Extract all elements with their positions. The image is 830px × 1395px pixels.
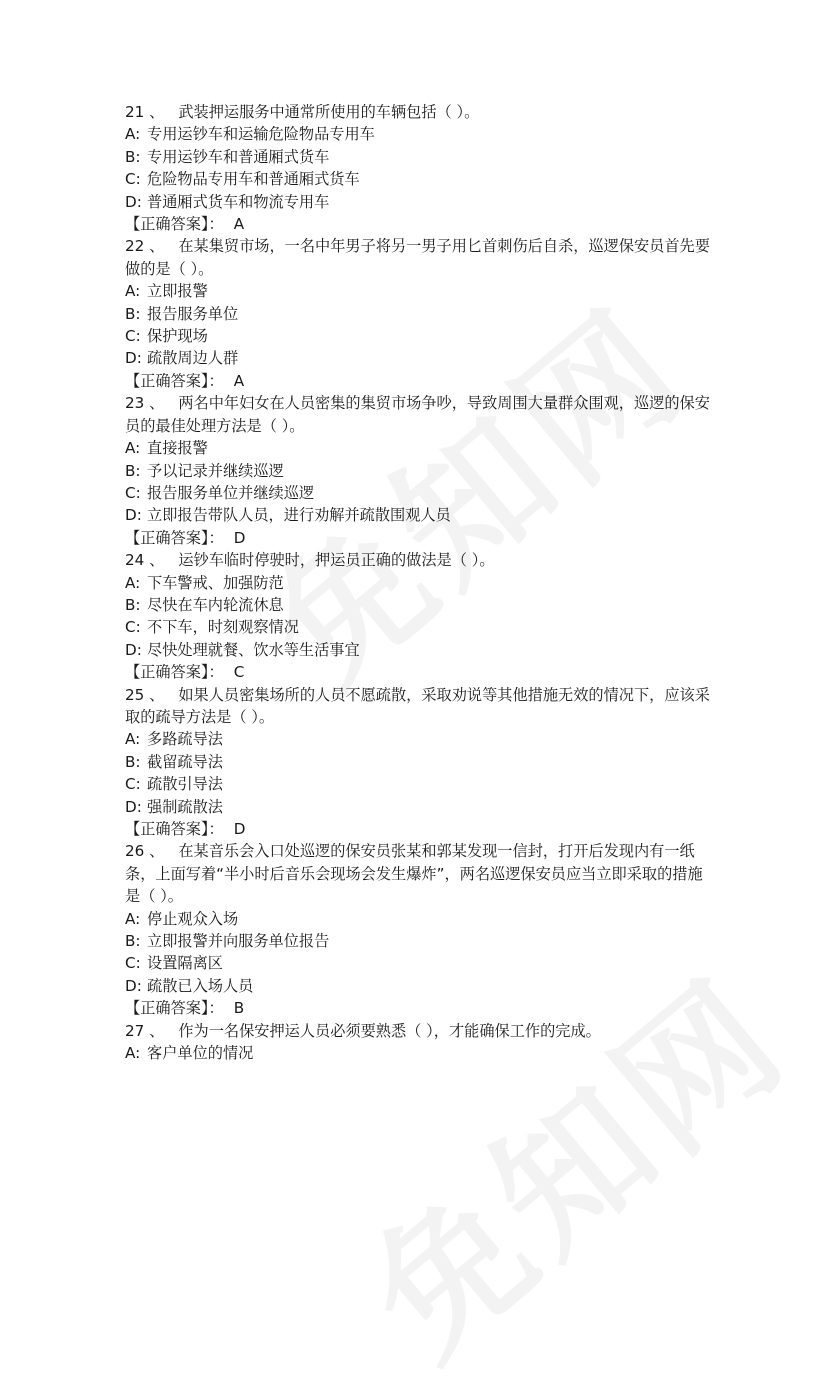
answer-line [125, 661, 715, 683]
answer-value: A [233, 371, 245, 390]
question-stem [125, 235, 715, 280]
option-text: 截留疏导法 [147, 752, 223, 771]
option-item [125, 773, 715, 795]
question-text: 如果人员密集场所的人员不愿疏散，采取劝说等其他措施无效的情况下，应该采取的疏导方法是（ ）。 [125, 685, 710, 726]
option-letter: A: [125, 439, 141, 458]
answer-label: 【正确答案】： [125, 663, 224, 682]
question-text: 两名中年妇女在人员密集的集贸市场争吵，导致周围大量群众围观，巡逻的保安员的最佳处理方法是（ ）。 [125, 394, 710, 435]
option-text: 立即报警 [147, 282, 208, 301]
option-text: 疏散周边人群 [147, 349, 239, 368]
question-list [125, 101, 715, 1064]
option-letter: C: [125, 775, 141, 794]
answer-label: 【正确答案】： [125, 820, 224, 838]
option-item [125, 594, 715, 616]
option-letter: C: [125, 327, 141, 346]
option-letter: A: [125, 573, 141, 592]
option-text: 强制疏散法 [147, 797, 223, 816]
option-item [125, 908, 715, 930]
question-text: 武装押运服务中通常所使用的车辆包括（ ）。 [178, 103, 480, 121]
option-letter: B: [125, 595, 141, 614]
option-text: 停止观众入场 [147, 909, 239, 928]
option-item [125, 975, 715, 997]
option-letter: C: [125, 618, 141, 637]
option-letter: A: [125, 125, 141, 144]
option-item [125, 616, 715, 638]
option-item [125, 460, 715, 482]
option-letter: D: [125, 640, 142, 659]
answer-label: 【正确答案】： [125, 371, 224, 390]
option-letter: C: [125, 170, 141, 189]
option-item [125, 168, 715, 190]
option-item [125, 303, 715, 325]
option-item [125, 796, 715, 818]
option-item [125, 347, 715, 369]
option-letter: B: [125, 752, 141, 771]
question-stem [125, 840, 715, 907]
option-text: 专用运钞车和普通厢式货车 [147, 147, 330, 166]
option-letter: D: [125, 976, 142, 995]
question-number: 22 、 [125, 237, 165, 256]
answer-line [125, 527, 715, 549]
option-letter: D: [125, 797, 142, 816]
answer-line [125, 370, 715, 392]
question-number: 25 、 [125, 685, 165, 704]
option-text: 立即报警并向服务单位报告 [147, 932, 330, 951]
option-item [125, 639, 715, 661]
question-block [125, 392, 715, 549]
question-stem [125, 101, 715, 123]
answer-label: 【正确答案】： [125, 999, 224, 1018]
option-letter: B: [125, 461, 141, 480]
answer-value: D [233, 528, 246, 547]
option-text: 尽快处理就餐、饮水等生活事宜 [147, 640, 360, 659]
question-block [125, 684, 715, 841]
question-stem [125, 549, 715, 571]
option-text: 下车警戒、加强防范 [147, 573, 284, 592]
option-text: 报告服务单位并继续巡逻 [147, 483, 315, 502]
option-item [125, 1042, 715, 1064]
question-stem [125, 1020, 715, 1042]
question-block [125, 101, 715, 235]
option-text: 予以记录并继续巡逻 [147, 461, 284, 480]
option-letter: A: [125, 909, 141, 928]
question-number: 23 、 [125, 394, 165, 413]
question-block [125, 1020, 715, 1065]
option-item [125, 728, 715, 750]
option-letter: C: [125, 483, 141, 502]
answer-label: 【正确答案】： [125, 528, 224, 547]
option-item [125, 437, 715, 459]
option-item [125, 572, 715, 594]
question-stem [125, 684, 715, 729]
option-text: 不下车，时刻观察情况 [147, 618, 299, 637]
answer-value: C [233, 663, 245, 682]
option-text: 疏散引导法 [147, 775, 223, 794]
answer-value: A [233, 215, 245, 234]
option-letter: A: [125, 730, 141, 749]
question-text: 在某集贸市场，一名中年男子将另一男子用匕首刺伤后自杀，巡逻保安员首先要做的是（ ）。 [125, 237, 710, 278]
option-letter: D: [125, 506, 142, 525]
question-block [125, 235, 715, 392]
answer-value: B [233, 999, 245, 1018]
question-number: 21 、 [125, 103, 165, 121]
option-item [125, 751, 715, 773]
option-text: 报告服务单位 [147, 304, 239, 323]
option-letter: A: [125, 1044, 141, 1063]
option-text: 立即报告带队人员，进行劝解并疏散围观人员 [147, 506, 451, 525]
option-text: 设置隔离区 [147, 954, 223, 973]
option-item [125, 952, 715, 974]
option-letter: B: [125, 147, 141, 166]
option-item [125, 146, 715, 168]
option-text: 普通厢式货车和物流专用车 [147, 192, 330, 211]
answer-line [125, 213, 715, 235]
answer-value: D [233, 820, 246, 838]
option-letter: B: [125, 304, 141, 323]
question-number: 27 、 [125, 1021, 165, 1040]
option-item [125, 280, 715, 302]
option-item [125, 504, 715, 526]
option-text: 保护现场 [147, 327, 208, 346]
option-item [125, 930, 715, 952]
option-letter: C: [125, 954, 141, 973]
option-item [125, 482, 715, 504]
option-letter: A: [125, 282, 141, 301]
answer-line [125, 818, 715, 840]
option-text: 危险物品专用车和普通厢式货车 [147, 170, 360, 189]
option-letter: D: [125, 192, 142, 211]
option-text: 疏散已入场人员 [147, 976, 254, 995]
question-stem [125, 392, 715, 437]
option-text: 直接报警 [147, 439, 208, 458]
question-text: 运钞车临时停驶时，押运员正确的做法是（ ）。 [178, 551, 495, 570]
option-text: 尽快在车内轮流休息 [147, 595, 284, 614]
option-text: 多路疏导法 [147, 730, 223, 749]
option-letter: B: [125, 932, 141, 951]
option-text: 专用运钞车和运输危险物品专用车 [147, 125, 375, 144]
question-number: 26 、 [125, 842, 165, 861]
option-item [125, 325, 715, 347]
answer-line [125, 997, 715, 1019]
question-block [125, 549, 715, 683]
option-item [125, 191, 715, 213]
option-text: 客户单位的情况 [147, 1044, 254, 1063]
question-number: 24 、 [125, 551, 165, 570]
answer-label: 【正确答案】： [125, 215, 224, 234]
question-text: 在某音乐会入口处巡逻的保安员张某和郭某发现一信封，打开后发现内有一纸条，上面写着“半小时后音乐会现场会发生爆炸”，两名巡逻保安员应当立即采取的措施是（ ）。 [125, 842, 703, 906]
question-text: 作为一名保安押运人员必须要熟悉（ ），才能确保工作的完成。 [178, 1021, 601, 1040]
option-item [125, 123, 715, 145]
option-letter: D: [125, 349, 142, 368]
question-block [125, 840, 715, 1019]
